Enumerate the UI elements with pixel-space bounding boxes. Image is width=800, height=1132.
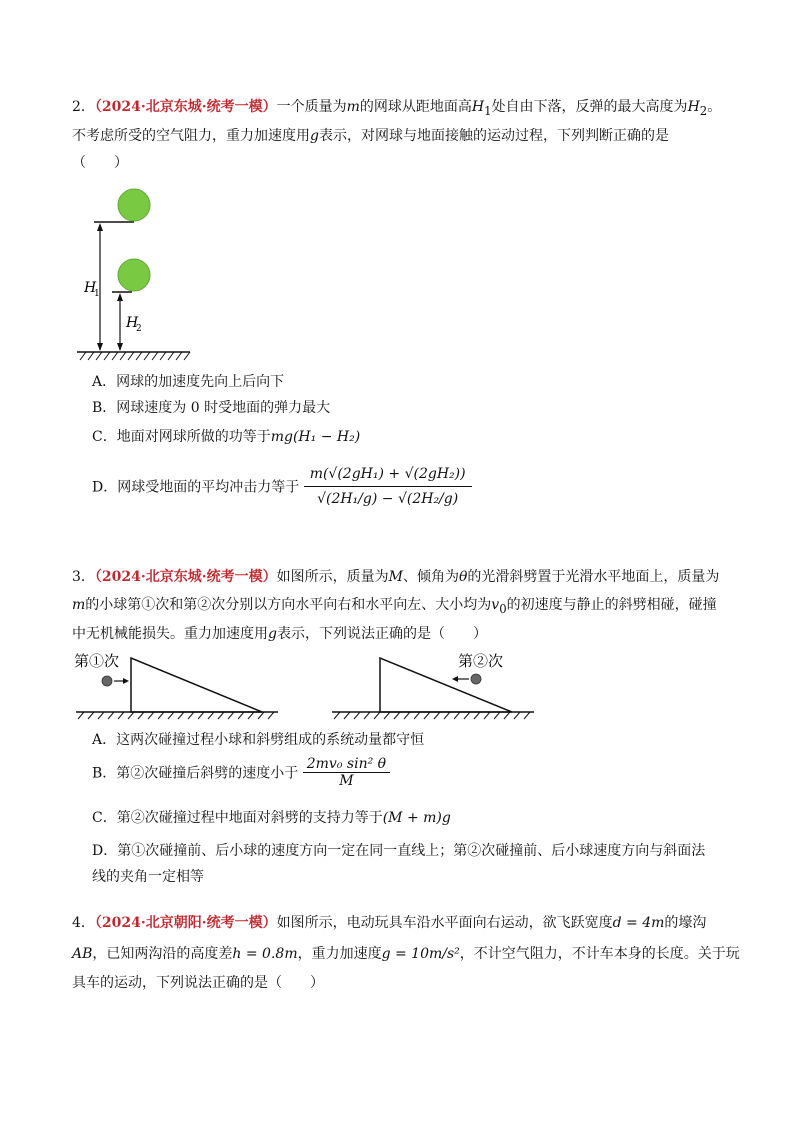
fraction-denominator: M [339, 773, 354, 789]
q4-stem-line1 [72, 913, 706, 933]
q2-option-a: A．网球的加速度先向上后向下 [92, 374, 285, 390]
q4-stem-line3: 具车的运动，下列说法正确的是（ ） [72, 975, 324, 991]
q4-stem-line2 [72, 944, 740, 964]
q2-text: 的网球从距地面高 [359, 99, 472, 115]
q3-stem-line2 [72, 595, 717, 619]
q3-var-v0: v [491, 597, 500, 613]
q3-option-d-line1: D．第①次碰撞前、后小球的速度方向一定在同一直线上；第②次碰撞前、后小球速度方向与斜面法 [92, 843, 706, 859]
wedge [131, 658, 262, 712]
q3-stem-line1 [72, 567, 719, 587]
q3-option-c-text: C．第②次碰撞过程中地面对斜劈的支持力等于 [92, 810, 383, 826]
label-H2-sub: 2 [136, 324, 142, 334]
tennis-ball-icon [118, 189, 150, 221]
q4-text: 如图所示，电动玩具车沿水平面向右运动，欲飞跃宽度 [276, 915, 613, 931]
q2-text: 一个质量为 [276, 99, 347, 115]
q4-var-AB: AB [72, 946, 93, 962]
q2-var-g: g [310, 128, 319, 144]
q3-text: 的初速度与静止的斜劈相碰，碰撞 [506, 597, 717, 613]
label-H1: H [84, 280, 97, 296]
q3-text: 如图所示，质量为 [276, 569, 389, 585]
q3-option-c [92, 808, 451, 828]
q3-source: （2024·北京东城·统考一模） [94, 569, 277, 585]
q3-text: 中无机械能损失。重力加速度用 [72, 626, 268, 642]
q3-text: 的小球第①次和第②次分别以方向水平向右和水平向左、大小均为 [85, 597, 492, 613]
q3-var-M: M [388, 569, 403, 585]
q3-option-d-line2: 线的夹角一定相等 [92, 869, 204, 885]
q4-text: 的壕沟 [664, 915, 707, 931]
fraction-numerator: m(√(2gH₁) + √(2gH₂)) [304, 462, 472, 487]
q3-text: 的光滑斜劈置于光滑水平地面上，质量为 [467, 569, 720, 585]
q2-option-b: B．网球速度为 0 时受地面的弹力最大 [92, 400, 331, 416]
fraction-denominator: √(2H₁/g) − √(2H₂/g) [317, 491, 459, 507]
q2-option-d-fraction [304, 462, 472, 511]
q4-formula-d: d = 4m [612, 915, 665, 931]
q2-text: 。 [707, 99, 722, 115]
q3-var-g: g [268, 626, 277, 642]
q3-figure-first-collision [72, 648, 282, 720]
q2-option-c [92, 427, 360, 447]
q2-answer-blank: （ ） [72, 155, 128, 171]
label-second: 第②次 [458, 652, 504, 670]
q4-text: ，已知两沟沿的高度差 [92, 946, 233, 962]
label-H1-sub: 1 [94, 289, 100, 299]
q2-option-d [92, 462, 472, 511]
label-H2: H [126, 315, 139, 331]
q2-sub: 1 [484, 103, 492, 118]
q2-option-c-text: C．地面对网球所做的功等于 [92, 429, 271, 445]
q3-option-c-formula: (M + m)g [382, 810, 451, 826]
q3-option-a: A．这两次碰撞过程小球和斜劈组成的系统动量都守恒 [92, 732, 425, 748]
q4-formula-h: h = 0.8m [232, 946, 298, 962]
ball-icon [471, 674, 481, 684]
tennis-ball-icon [118, 259, 150, 291]
q2-text: 处自由下落，反弹的最大高度为 [491, 99, 688, 115]
q2-option-d-text: D．网球受地面的平均冲击力等于 [92, 479, 300, 496]
q2-var-m: m [346, 99, 360, 115]
q3-option-b-text: B．第②次碰撞后斜劈的速度小于 [92, 765, 299, 782]
q2-stem-line2 [72, 126, 669, 146]
ground-hatch [80, 352, 190, 360]
q2-sub: 2 [699, 103, 708, 118]
q3-stem-line3 [72, 624, 487, 644]
q2-figure-ball-drop [72, 180, 202, 370]
q3-figure-second-collision [330, 648, 540, 720]
q3-var-m: m [72, 597, 86, 613]
q3-text: 、倾角为 [402, 569, 459, 585]
ball-icon [102, 676, 112, 686]
q3-option-b-fraction [303, 756, 390, 789]
q2-option-c-formula: mg(H₁ − H₂) [270, 429, 361, 445]
q3-option-b [92, 756, 390, 789]
q3-text: 表示，下列说法正确的是（ ） [276, 626, 487, 642]
q2-text: 不考虑所受的空气阻力，重力加速度用 [72, 128, 310, 144]
q2-number: 2． [72, 99, 95, 115]
q3-sub: 0 [499, 601, 507, 616]
label-first: 第①次 [74, 652, 120, 670]
q2-var-H2: H [687, 99, 700, 115]
q4-number: 4． [72, 915, 95, 931]
ground-hatch [78, 712, 274, 719]
q2-source: （2024·北京东城·统考一模） [94, 99, 277, 115]
ground-hatch [334, 712, 530, 719]
q2-stem-line1 [72, 97, 721, 121]
q4-text: ，重力加速度 [297, 946, 382, 962]
q2-var-H1: H [471, 99, 485, 115]
fraction-numerator: 2mv₀ sin² θ [303, 756, 390, 773]
q2-text: 表示，对网球与地面接触的运动过程，下列判断正确的是 [318, 128, 669, 144]
q3-number: 3． [72, 569, 95, 585]
q4-formula-g: g = 10m/s² [381, 946, 460, 962]
q4-text: ，不计空气阻力，不计车本身的长度。关于玩 [459, 946, 740, 962]
q4-source: （2024·北京朝阳·统考一模） [94, 915, 277, 931]
q3-var-theta: θ [458, 569, 468, 585]
